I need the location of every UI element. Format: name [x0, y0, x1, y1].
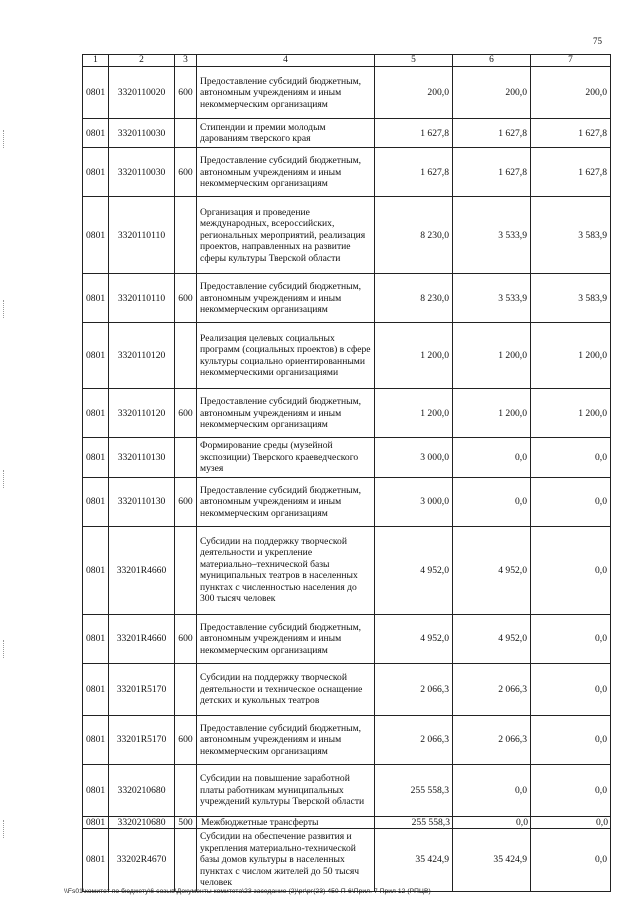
amount-col6: 0,0 [453, 477, 531, 526]
col-header-3: 3 [175, 55, 197, 67]
amount-col6: 1 627,8 [453, 148, 531, 197]
amount-col5: 8 230,0 [375, 274, 453, 323]
section-code: 0801 [83, 526, 109, 614]
table-row [83, 526, 611, 614]
amount-col5: 1 200,0 [375, 389, 453, 438]
expense-type-code: 600 [175, 148, 197, 197]
item-name: Формирование среды (музейной экспозиции) Тверского краеведческого музея [197, 438, 375, 478]
target-article-code: 3320110020 [109, 67, 175, 119]
amount-col7: 200,0 [531, 67, 611, 119]
col-header-4: 4 [197, 55, 375, 67]
target-article-code: 3320210680 [109, 816, 175, 829]
target-article-code: 3320210680 [109, 764, 175, 816]
expense-type-code [175, 323, 197, 389]
amount-col7: 0,0 [531, 614, 611, 663]
item-name: Стипендии и премии молодым дарованиям тверского края [197, 119, 375, 148]
table-row [83, 614, 611, 663]
amount-col6: 3 533,9 [453, 274, 531, 323]
amount-col7: 0,0 [531, 829, 611, 892]
target-article-code: 3320110120 [109, 389, 175, 438]
expense-type-code: 600 [175, 715, 197, 764]
margin-mark [3, 640, 5, 658]
section-code: 0801 [83, 67, 109, 119]
amount-col7: 3 583,9 [531, 197, 611, 274]
item-name: Предоставление субсидий бюджетным, автономным учреждениям и иным некоммерческим организациям [197, 389, 375, 438]
target-article-code: 3320110110 [109, 274, 175, 323]
section-code: 0801 [83, 438, 109, 478]
col-header-6: 6 [453, 55, 531, 67]
item-name: Организация и проведение международных, всероссийских, региональных мероприятий, реализация проектов, направленных на развитие сферы культуры Тверской области [197, 197, 375, 274]
amount-col5: 255 558,3 [375, 764, 453, 816]
section-code: 0801 [83, 119, 109, 148]
expense-type-code [175, 438, 197, 478]
table-row [83, 663, 611, 715]
expense-type-code: 600 [175, 389, 197, 438]
col-header-5: 5 [375, 55, 453, 67]
section-code: 0801 [83, 764, 109, 816]
col-header-1: 1 [83, 55, 109, 67]
margin-mark [3, 820, 5, 838]
section-code: 0801 [83, 614, 109, 663]
table-row [83, 438, 611, 478]
expense-type-code [175, 663, 197, 715]
amount-col7: 0,0 [531, 764, 611, 816]
amount-col7: 1 200,0 [531, 323, 611, 389]
amount-col5: 2 066,3 [375, 663, 453, 715]
amount-col7: 1 627,8 [531, 148, 611, 197]
target-article-code: 3320110130 [109, 477, 175, 526]
expense-type-code: 600 [175, 614, 197, 663]
item-name: Субсидии на повышение заработной платы работникам муниципальных учреждений культуры Тверской области [197, 764, 375, 816]
section-code: 0801 [83, 389, 109, 438]
margin-mark [3, 470, 5, 488]
section-code: 0801 [83, 829, 109, 892]
item-name: Реализация целевых социальных программ (социальных проектов) в сфере культуры социально ориентированными некоммерческими организациями [197, 323, 375, 389]
target-article-code: 33201R4660 [109, 526, 175, 614]
target-article-code: 3320110030 [109, 119, 175, 148]
section-code: 0801 [83, 323, 109, 389]
item-name: Субсидии на поддержку творческой деятельности и техническое оснащение детских и кукольных театров [197, 663, 375, 715]
section-code: 0801 [83, 715, 109, 764]
target-article-code: 33201R4660 [109, 614, 175, 663]
item-name: Межбюджетные трансферты [197, 816, 375, 829]
target-article-code: 33201R5170 [109, 715, 175, 764]
item-name: Предоставление субсидий бюджетным, автономным учреждениям и иным некоммерческим организациям [197, 715, 375, 764]
section-code: 0801 [83, 816, 109, 829]
section-code: 0801 [83, 197, 109, 274]
target-article-code: 33201R5170 [109, 663, 175, 715]
amount-col7: 0,0 [531, 477, 611, 526]
table-row [83, 323, 611, 389]
amount-col7: 0,0 [531, 816, 611, 829]
amount-col6: 4 952,0 [453, 526, 531, 614]
table-row [83, 829, 611, 892]
target-article-code: 33202R4670 [109, 829, 175, 892]
amount-col6: 200,0 [453, 67, 531, 119]
amount-col5: 2 066,3 [375, 715, 453, 764]
table-row [83, 389, 611, 438]
expense-type-code [175, 526, 197, 614]
item-name: Предоставление субсидий бюджетным, автономным учреждениям и иным некоммерческим организациям [197, 67, 375, 119]
table-row [83, 715, 611, 764]
amount-col6: 2 066,3 [453, 663, 531, 715]
table-row [83, 148, 611, 197]
expense-type-code [175, 119, 197, 148]
amount-col6: 4 952,0 [453, 614, 531, 663]
amount-col6: 35 424,9 [453, 829, 531, 892]
amount-col6: 1 200,0 [453, 323, 531, 389]
amount-col7: 3 583,9 [531, 274, 611, 323]
amount-col6: 2 066,3 [453, 715, 531, 764]
section-code: 0801 [83, 663, 109, 715]
amount-col5: 3 000,0 [375, 438, 453, 478]
amount-col5: 35 424,9 [375, 829, 453, 892]
expense-type-code [175, 197, 197, 274]
amount-col5: 8 230,0 [375, 197, 453, 274]
file-path-footer: \\Fs01\комитет по бюджету\6 созыв\Документы комитета\23 заседание (2)\рг\рг(23) 450-П-6\Прил. 7 Прил 12 (РПЦВ) [64, 888, 431, 895]
amount-col6: 1 200,0 [453, 389, 531, 438]
item-name: Субсидии на поддержку творческой деятельности и укрепление материально–технической базы муниципальных театров в населенных пунктах с численностью населения до 300 тысяч человек [197, 526, 375, 614]
table-row [83, 764, 611, 816]
item-name: Субсидии на обеспечение развития и укрепления материально-технической базы домов культуры в населенных пунктах с числом жителей до 50 тысяч человек [197, 829, 375, 892]
amount-col7: 0,0 [531, 663, 611, 715]
margin-mark [3, 300, 5, 318]
amount-col7: 1 627,8 [531, 119, 611, 148]
target-article-code: 3320110030 [109, 148, 175, 197]
amount-col6: 0,0 [453, 816, 531, 829]
target-article-code: 3320110120 [109, 323, 175, 389]
amount-col5: 3 000,0 [375, 477, 453, 526]
amount-col5: 255 558,3 [375, 816, 453, 829]
table-row [83, 274, 611, 323]
target-article-code: 3320110130 [109, 438, 175, 478]
amount-col7: 1 200,0 [531, 389, 611, 438]
section-code: 0801 [83, 148, 109, 197]
expense-type-code [175, 829, 197, 892]
header-row [83, 55, 611, 67]
expense-type-code: 600 [175, 477, 197, 526]
amount-col5: 4 952,0 [375, 526, 453, 614]
amount-col7: 0,0 [531, 438, 611, 478]
item-name: Предоставление субсидий бюджетным, автономным учреждениям и иным некоммерческим организациям [197, 477, 375, 526]
col-header-2: 2 [109, 55, 175, 67]
item-name: Предоставление субсидий бюджетным, автономным учреждениям и иным некоммерческим организациям [197, 148, 375, 197]
table-row [83, 67, 611, 119]
margin-mark [3, 130, 5, 148]
table-row [83, 197, 611, 274]
amount-col5: 200,0 [375, 67, 453, 119]
col-header-7: 7 [531, 55, 611, 67]
target-article-code: 3320110110 [109, 197, 175, 274]
amount-col6: 0,0 [453, 438, 531, 478]
amount-col6: 1 627,8 [453, 119, 531, 148]
expense-type-code: 500 [175, 816, 197, 829]
amount-col5: 1 627,8 [375, 148, 453, 197]
amount-col5: 1 200,0 [375, 323, 453, 389]
item-name: Предоставление субсидий бюджетным, автономным учреждениям и иным некоммерческим организациям [197, 274, 375, 323]
amount-col5: 4 952,0 [375, 614, 453, 663]
amount-col5: 1 627,8 [375, 119, 453, 148]
expense-type-code: 600 [175, 67, 197, 119]
section-code: 0801 [83, 477, 109, 526]
amount-col6: 0,0 [453, 764, 531, 816]
page-number: 75 [593, 36, 602, 46]
table-row [83, 119, 611, 148]
amount-col7: 0,0 [531, 715, 611, 764]
table-row [83, 816, 611, 829]
item-name: Предоставление субсидий бюджетным, автономным учреждениям и иным некоммерческим организациям [197, 614, 375, 663]
amount-col6: 3 533,9 [453, 197, 531, 274]
budget-table [82, 54, 611, 892]
section-code: 0801 [83, 274, 109, 323]
expense-type-code [175, 764, 197, 816]
expense-type-code: 600 [175, 274, 197, 323]
table-row [83, 477, 611, 526]
amount-col7: 0,0 [531, 526, 611, 614]
